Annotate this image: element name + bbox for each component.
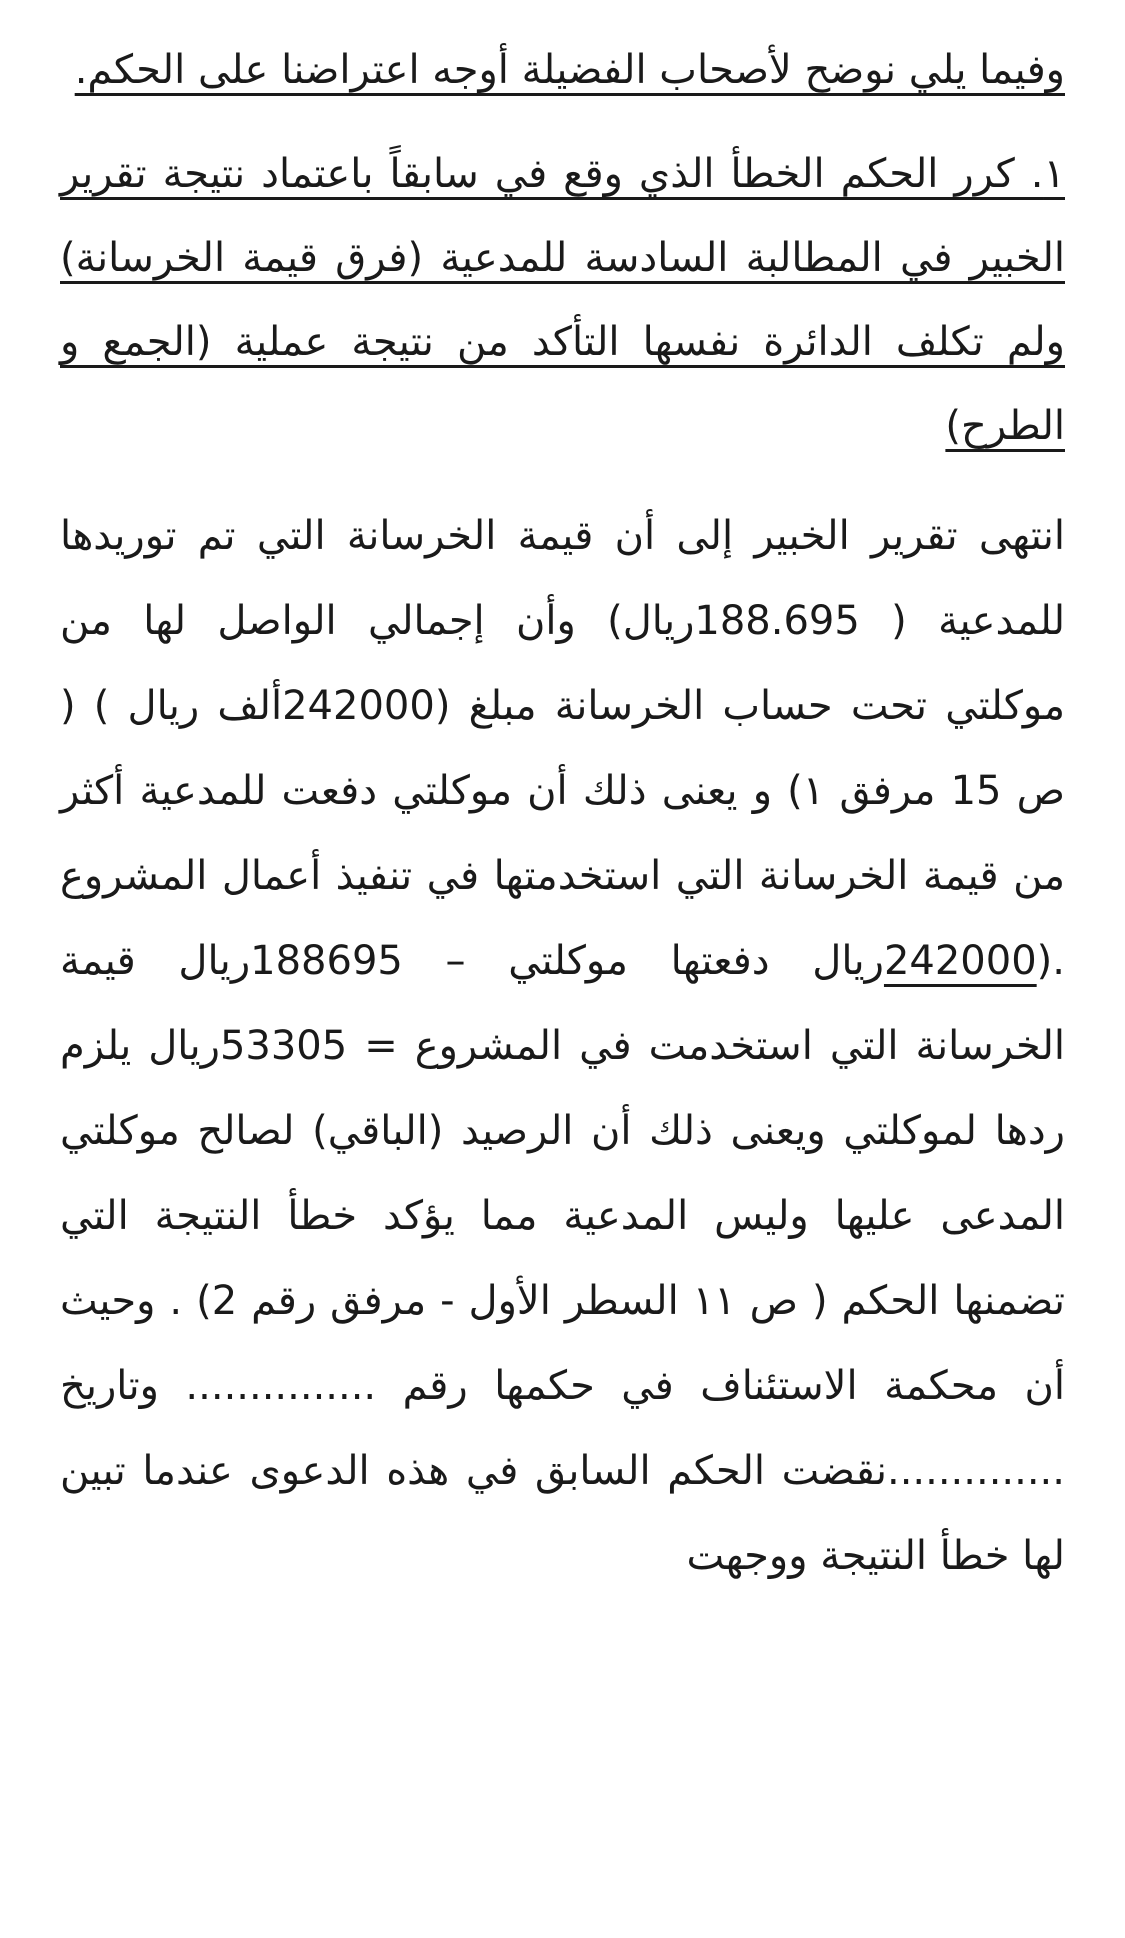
intro-heading: وفيما يلي نوضح لأصحاب الفضيلة أوجه اعتراضنا على الحكم. — [74, 47, 1065, 93]
point-1-heading: ١. كرر الحكم الخطأ الذي وقع في سابقاً باعتماد نتيجة تقرير الخبير في المطالبة السادسة للمدعية (فرق قيمة الخرسانة) ولم تكلف الدائرة نفسها التأكد من نتيجة عملية (الجمع و الطرح) — [60, 151, 1065, 449]
body-text-part-2: ريال دفعتها موكلتي – 188695ريال قيمة الخرسانة التي استخدمت في المشروع = 53305ريال يلزم ردها لموكلتي ويعنى ذلك أن الرصيد (الباقي) لصالح موكلتي المدعى عليها وليس المدعية مما يؤكد خطأ النتيجة التي تضمنها الحكم ( ص ١١ السطر الأول - مرفق رقم 2) . وحيث أن محكمة الاستئناف في حكمها رقم ............... وتاريخ ..............نقضت الحكم السابق في هذه الدعوى عندما تبين لها خطأ النتيجة ووجهت — [60, 938, 1066, 1579]
body-paragraph — [60, 494, 1065, 1599]
document-page — [60, 28, 1065, 1599]
underlined-amount: 242000 — [883, 938, 1037, 984]
body-text-part-1: انتهى تقرير الخبير إلى أن قيمة الخرسانة التي تم توريدها للمدعية ( 188.695ريال) وأن إجمالي الواصل لها من موكلتي تحت حساب الخرسانة مبلغ (242000ألف ريال ) ( ص 15 مرفق ١) و يعنى ذلك أن موكلتي دفعت للمدعية أكثر من قيمة الخرسانة التي استخدمتها في تنفيذ أعمال المشروع .( — [60, 513, 1066, 984]
